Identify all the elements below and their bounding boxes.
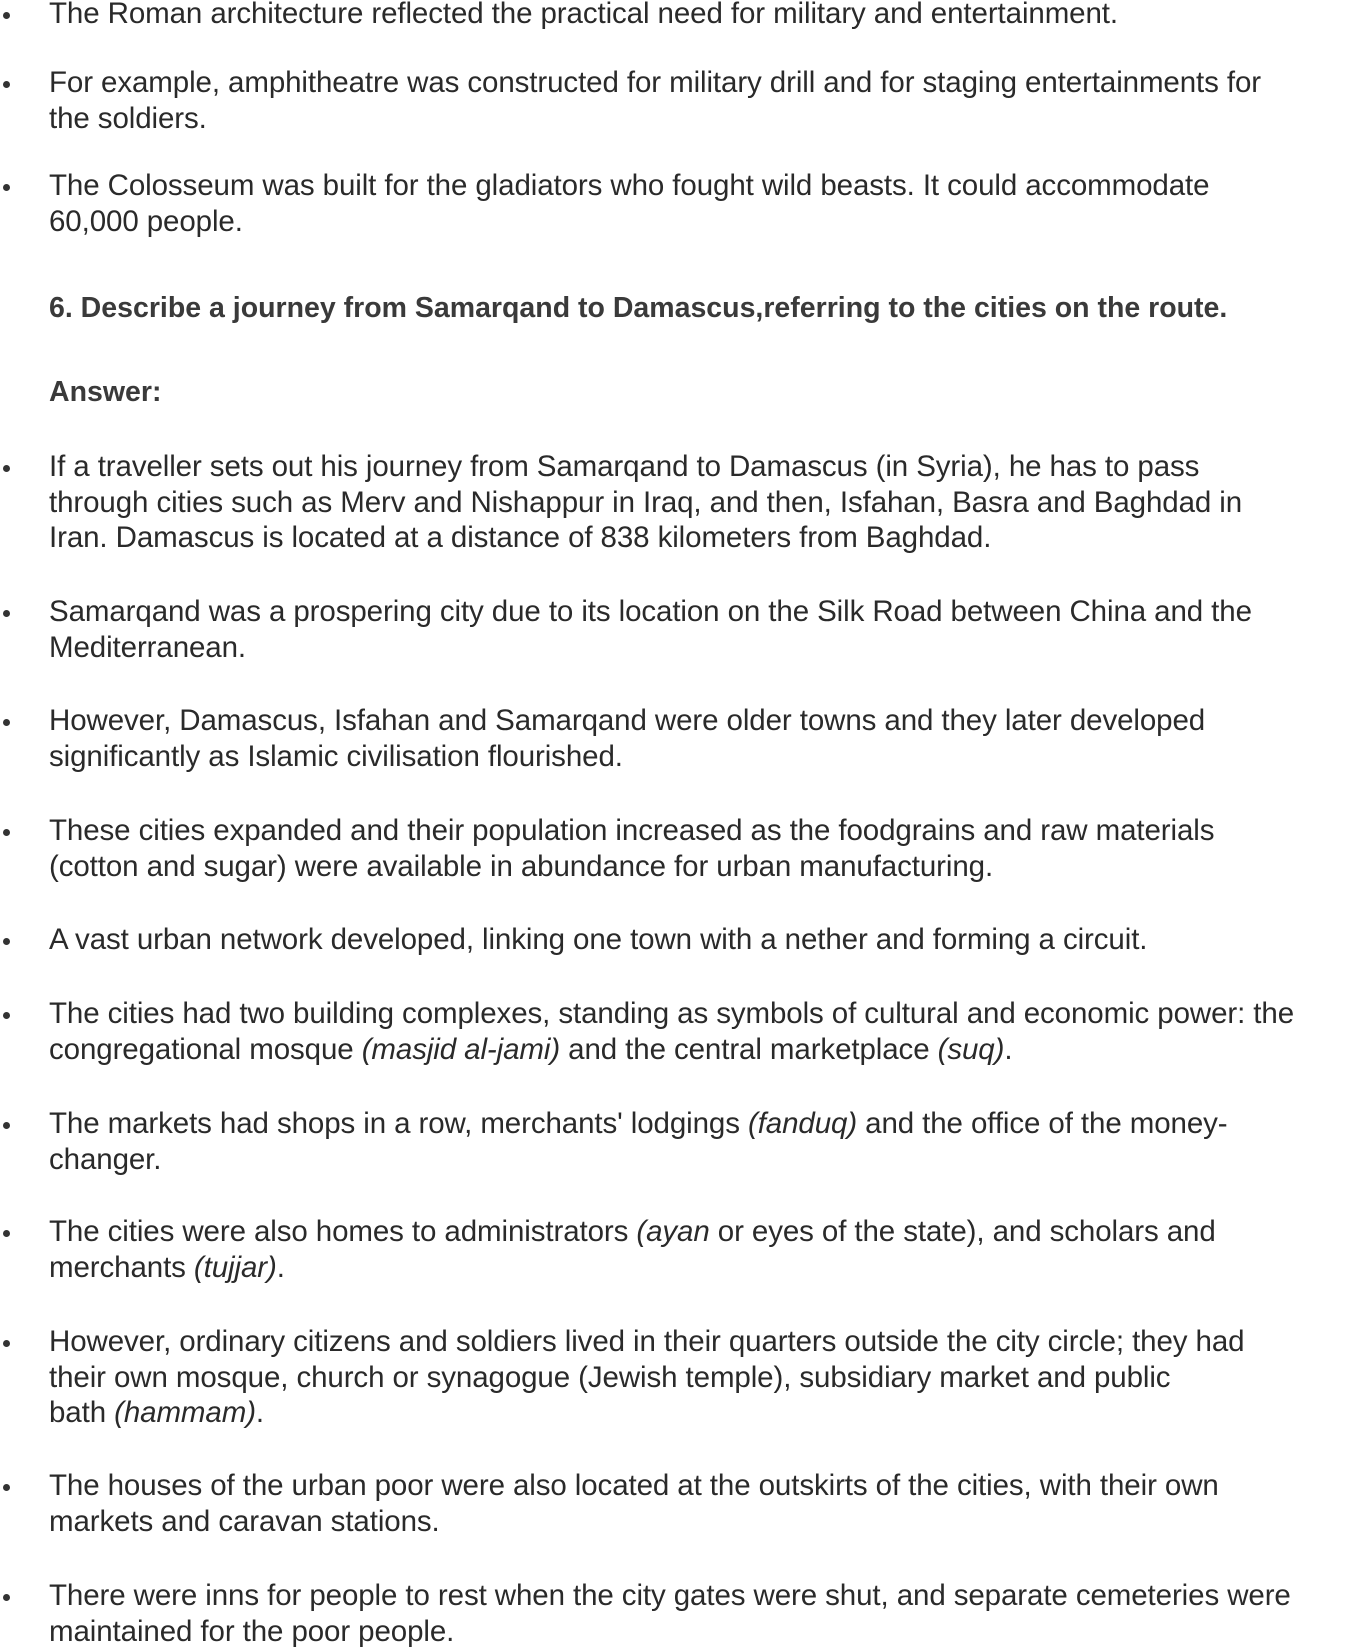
bullet-icon	[3, 81, 10, 88]
text-line	[49, 996, 1346, 1032]
italic-term: (tujjar)	[193, 1250, 277, 1284]
bullet-icon	[3, 1340, 10, 1347]
text-line	[49, 1324, 1346, 1360]
list-item-text: If a traveller sets out his journey from Samarqand to Damascus (in Syria), he has to pass through cities such as Merv and Nishappur in Iraq, and then, Isfahan, Basra and Baghdad in Iran. Damascus is located at a distance of 838 kilometers from Baghdad.	[49, 450, 1243, 554]
bullet-icon	[3, 465, 10, 472]
bullet-icon	[3, 1122, 10, 1129]
list-item-text: However, Damascus, Isfahan and Samarqand were older towns and they later developed significantly as Islamic civilisation flourished.	[49, 704, 1206, 773]
text-segment: The markets had shops in a row, merchants' lodgings	[49, 1107, 748, 1140]
bullet-icon	[3, 719, 10, 726]
text-segment: .	[255, 1396, 265, 1429]
text-line	[49, 1032, 1346, 1068]
italic-term: (ayan	[636, 1215, 710, 1248]
text-segment: or eyes of the state), and scholars and	[709, 1215, 1216, 1248]
bullet-icon	[3, 610, 10, 617]
text-line	[49, 1250, 1346, 1286]
text-segment: congregational mosque	[49, 1032, 362, 1066]
list-item-text: These cities expanded and their population increased as the foodgrains and raw materials (cotton and sugar) were available in abundance for urban manufacturing.	[49, 814, 1215, 883]
italic-term: (hammam)	[114, 1396, 256, 1429]
italic-term: (fanduq)	[747, 1107, 858, 1140]
bullet-icon	[3, 1012, 10, 1019]
bullet-icon	[3, 1594, 10, 1601]
list-item-text	[49, 1214, 1346, 1285]
bullet-icon	[3, 1230, 10, 1237]
bullet-icon	[3, 184, 10, 191]
text-line	[49, 1360, 1346, 1396]
text-segment: The cities had two building complexes, standing as symbols of cultural and economic power: the	[49, 997, 1295, 1030]
bullet-icon	[3, 12, 10, 19]
text-line	[49, 1395, 1346, 1431]
italic-term: (masjid al-jami)	[361, 1032, 561, 1066]
list-item-text	[49, 996, 1346, 1067]
question-heading: 6. Describe a journey from Samarqand to Damascus,referring to the cities on the route.	[49, 292, 1228, 324]
list-item-text: The houses of the urban poor were also located at the outskirts of the cities, with their own markets and caravan stations.	[49, 1469, 1219, 1538]
text-segment: changer.	[49, 1142, 162, 1176]
list-item-text: There were inns for people to rest when the city gates were shut, and separate cemeteries were maintained for the poor people.	[49, 1579, 1291, 1648]
bullet-icon	[3, 829, 10, 836]
text-segment: The cities were also homes to administrators	[49, 1215, 637, 1248]
list-item-text	[49, 1324, 1346, 1431]
list-item-text: For example, amphitheatre was constructed for military drill and for staging entertainments for the soldiers.	[49, 66, 1262, 135]
text-line	[49, 1106, 1346, 1142]
list-item-text: The Roman architecture reflected the practical need for military and entertainment.	[49, 0, 1118, 30]
list-item-text: Samarqand was a prospering city due to its location on the Silk Road between China and the Mediterranean.	[49, 595, 1252, 664]
text-line	[49, 1142, 1346, 1178]
text-line	[49, 1214, 1346, 1250]
list-item-text: A vast urban network developed, linking one town with a nether and forming a circuit.	[49, 923, 1148, 956]
bullet-icon	[3, 1484, 10, 1491]
text-segment: and the office of the money-	[857, 1107, 1228, 1140]
text-segment: merchants	[49, 1250, 194, 1284]
text-segment: and the central marketplace	[560, 1032, 938, 1066]
list-item-text	[49, 1106, 1346, 1177]
text-segment: .	[1004, 1032, 1013, 1066]
text-segment: bath	[49, 1396, 115, 1429]
answer-label: Answer:	[49, 376, 162, 408]
text-segment: However, ordinary citizens and soldiers lived in their quarters outside the city circle; they had	[49, 1325, 1245, 1358]
bullet-icon	[3, 938, 10, 945]
text-segment: their own mosque, church or synagogue (Jewish temple), subsidiary market and public	[49, 1360, 1171, 1394]
text-segment: .	[276, 1250, 285, 1284]
italic-term: (suq)	[937, 1032, 1005, 1066]
list-item-text: The Colosseum was built for the gladiators who fought wild beasts. It could accommodate 60,000 people.	[49, 169, 1210, 238]
